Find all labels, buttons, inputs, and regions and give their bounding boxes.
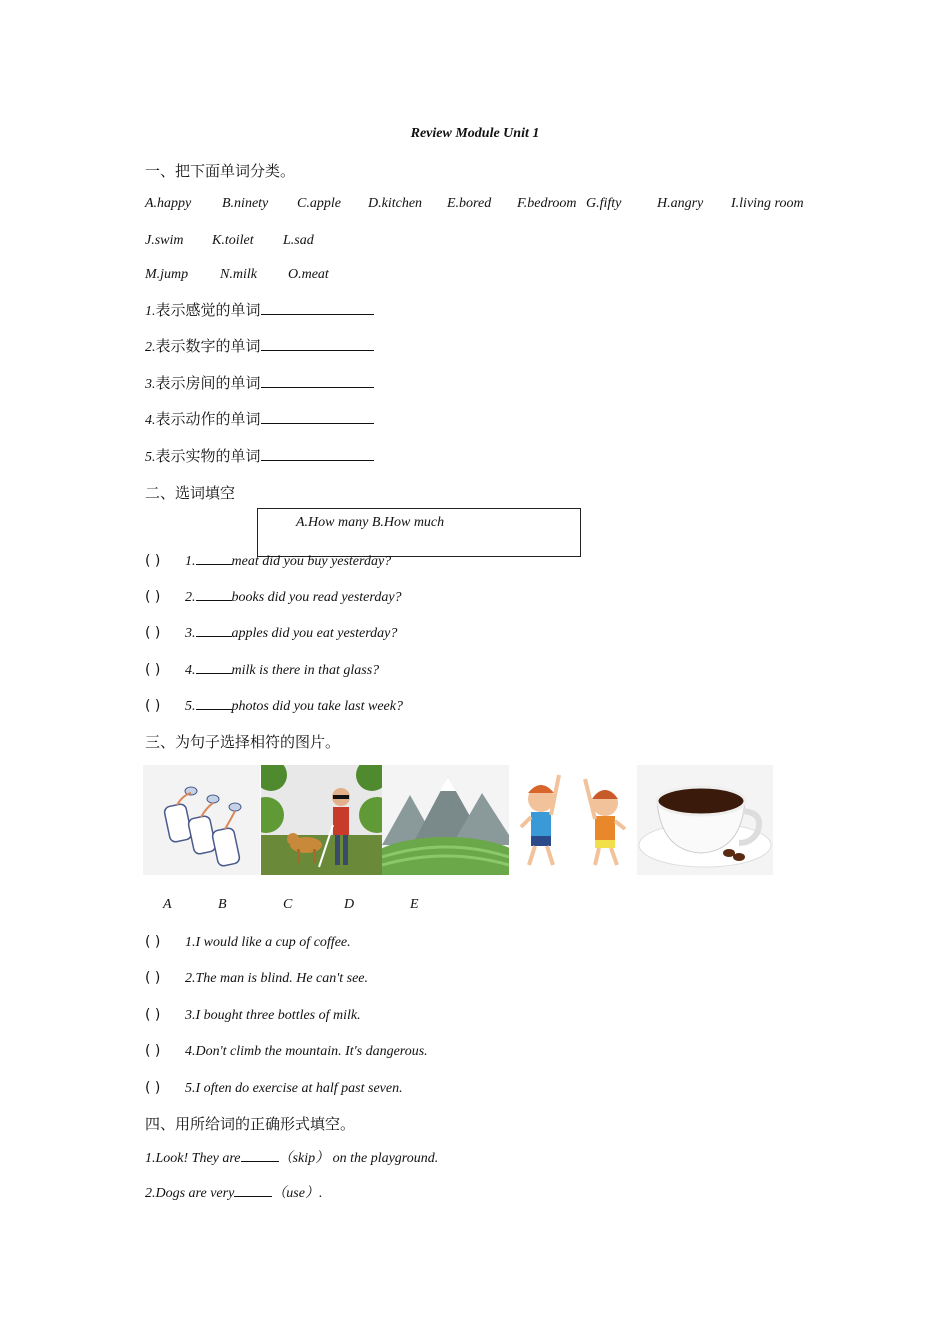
- fill-question: ( ) 5. photos did you take last week?: [145, 698, 403, 714]
- fill-question: ( ) 3. apples did you eat yesterday?: [145, 625, 398, 641]
- word-l: L.sad: [283, 233, 314, 248]
- match-question: ( ) 1.I would like a cup of coffee.: [145, 934, 351, 950]
- word-m: M.jump: [145, 267, 189, 282]
- section2-heading: 二、选词填空: [145, 484, 236, 502]
- picture-letter-a: A: [163, 897, 172, 912]
- picture-letter-c: C: [283, 897, 293, 912]
- category-question: 5.表示实物的单词: [145, 445, 374, 466]
- answer-blank[interactable]: [261, 350, 374, 351]
- options-text: A.How many B.How much: [296, 515, 445, 530]
- answer-blank[interactable]: [196, 600, 232, 601]
- picture-letter-d: D: [344, 897, 355, 912]
- answer-blank[interactable]: [261, 460, 374, 461]
- answer-paren[interactable]: ( ): [145, 1080, 161, 1096]
- fill-question: ( ) 2. books did you read yesterday?: [145, 589, 402, 605]
- answer-paren[interactable]: ( ): [145, 970, 161, 986]
- match-question: ( ) 4.Don't climb the mountain. It's dangerous.: [145, 1043, 428, 1059]
- word-c: C.apple: [297, 196, 341, 211]
- word-e: E.bored: [447, 196, 492, 211]
- category-question: 3.表示房间的单词: [145, 372, 374, 393]
- word-i: I.living room: [731, 196, 804, 211]
- match-question: ( ) 5.I often do exercise at half past seven.: [145, 1080, 403, 1096]
- form-question: 2.Dogs are very （use）.: [145, 1186, 323, 1201]
- answer-paren[interactable]: ( ): [145, 934, 161, 950]
- match-question: ( ) 2.The man is blind. He can't see.: [145, 970, 369, 986]
- category-question: 2.表示数字的单词: [145, 335, 374, 356]
- answer-blank[interactable]: [241, 1161, 279, 1162]
- word-j: J.swim: [145, 233, 184, 248]
- answer-paren[interactable]: ( ): [145, 1007, 161, 1023]
- category-question: 1.表示感觉的单词: [145, 299, 374, 320]
- word-h: H.angry: [657, 196, 704, 211]
- word-f: F.bedroom: [517, 196, 577, 211]
- section1-heading: 一、把下面单词分类。: [145, 162, 296, 180]
- word-k: K.toilet: [212, 233, 254, 248]
- answer-paren[interactable]: ( ): [145, 698, 161, 714]
- match-question: ( ) 3.I bought three bottles of milk.: [145, 1007, 361, 1023]
- word-g: G.fifty: [586, 196, 622, 211]
- page-title: Review Module Unit 1: [410, 126, 540, 141]
- answer-paren[interactable]: ( ): [145, 1043, 161, 1059]
- picture-children-exercising: [509, 765, 637, 875]
- answer-paren[interactable]: ( ): [145, 553, 161, 569]
- word-o: O.meat: [288, 267, 329, 282]
- answer-blank[interactable]: [261, 423, 374, 424]
- answer-paren[interactable]: ( ): [145, 589, 161, 605]
- answer-blank[interactable]: [196, 673, 232, 674]
- fill-question: ( ) 1. meat did you buy yesterday?: [145, 553, 392, 569]
- word-a: A.happy: [145, 196, 192, 211]
- category-question: 4.表示动作的单词: [145, 408, 374, 429]
- answer-paren[interactable]: ( ): [145, 625, 161, 641]
- picture-mountains: [382, 765, 509, 875]
- section4-heading: 四、用所给词的正确形式填空。: [145, 1115, 356, 1133]
- picture-letter-e: E: [410, 897, 419, 912]
- word-n: N.milk: [220, 267, 257, 282]
- form-question: 1.Look! They are （skip） on the playground.: [145, 1151, 439, 1166]
- answer-blank[interactable]: [234, 1196, 272, 1197]
- word-b: B.ninety: [222, 196, 269, 211]
- picture-blind-man: [261, 765, 382, 875]
- answer-blank[interactable]: [261, 387, 374, 388]
- answer-blank[interactable]: [261, 314, 374, 315]
- answer-blank[interactable]: [196, 636, 232, 637]
- answer-blank[interactable]: [196, 709, 232, 710]
- picture-milk-bottles: [143, 765, 260, 875]
- answer-paren[interactable]: ( ): [145, 662, 161, 678]
- section3-heading: 三、为句子选择相符的图片。: [145, 733, 341, 751]
- word-d: D.kitchen: [368, 196, 423, 211]
- picture-letter-b: B: [218, 897, 227, 912]
- answer-blank[interactable]: [196, 564, 232, 565]
- picture-coffee-cup: [637, 765, 773, 875]
- fill-question: ( ) 4. milk is there in that glass?: [145, 662, 380, 678]
